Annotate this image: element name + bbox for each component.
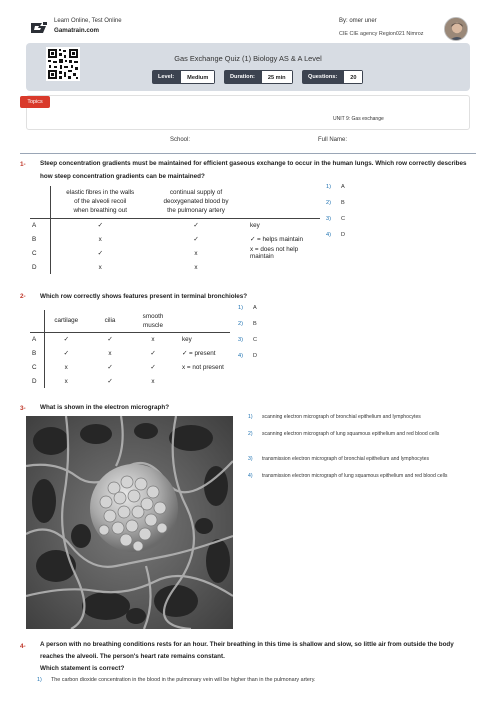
- q4-subtext: Which statement is correct?: [40, 665, 125, 672]
- q1-row: D x x: [30, 260, 320, 274]
- avatar-portrait-icon: [445, 18, 468, 41]
- q2-row: D x ✓ x: [30, 374, 230, 388]
- author-name: By: omer uner: [339, 18, 377, 24]
- questions-label: Questions:: [302, 70, 343, 84]
- micrograph-image: [26, 416, 233, 629]
- topics-tag: Topics: [20, 96, 50, 108]
- level-label: Level:: [152, 70, 180, 84]
- q1-text: Steep concentration gradients must be maintained for efficient gaseous exchange to occur in the human lungs. Which row correctly describes how steep concentration gradients can be maintained?: [40, 160, 467, 180]
- topics-box: [26, 95, 470, 130]
- q2-row: A ✓ ✓ x key: [30, 332, 230, 346]
- duration-label: Duration:: [224, 70, 261, 84]
- brand-tagline: Learn Online, Test Online: [54, 18, 122, 24]
- q1-table: [30, 186, 320, 274]
- q1-col2-header: continual supply of deoxygenated blood by the pulmonary artery: [150, 186, 242, 218]
- q2-col1-header: cartilage: [44, 310, 88, 332]
- q1-row: C ✓ x x = does not help maintain: [32, 246, 299, 260]
- q1-row: A ✓ ✓ key: [30, 218, 320, 232]
- electron-micrograph: [26, 416, 233, 629]
- q2-option-1[interactable]: 1) A: [238, 305, 257, 311]
- level-value: Medium: [180, 70, 215, 84]
- q2-col2-header: cilia: [88, 310, 132, 332]
- q3-option-4[interactable]: 4) transmission electron micrograph of lung squamous epithelium and red blood cells: [248, 473, 448, 479]
- q1-number: 1-: [20, 161, 26, 168]
- brand-site[interactable]: Gamatrain.com: [54, 27, 100, 34]
- q3-option-3[interactable]: 3) transmission electron micrograph of bronchial epithelium and lymphocytes: [248, 456, 430, 462]
- q3-option-2[interactable]: 2) scanning electron micrograph of lung squamous epithelium and red blood cells: [248, 431, 440, 437]
- q2-col3-header: smooth muscle: [132, 310, 174, 332]
- q4-number: 4-: [20, 643, 26, 650]
- level-pill: [152, 70, 215, 84]
- q2-number: 2-: [20, 293, 26, 300]
- fullname-field: Full Name:: [318, 137, 348, 143]
- q4-option-1[interactable]: 1) The carbon dioxide concentration in the blood in the pulmonary vein will be higher than in the pulmonary artery.: [37, 677, 316, 683]
- questions-pill: [302, 70, 363, 84]
- author-board: CIE CIE agency Region021 Nimroz: [339, 31, 424, 37]
- q3-text: What is shown in the electron micrograph?: [40, 404, 170, 411]
- q1-col1-header: elastic fibres in the walls of the alveoli recoil when breathing out: [50, 186, 150, 218]
- q1-option-1[interactable]: 1) A: [326, 184, 345, 190]
- avatar: [444, 17, 468, 41]
- q4-text: [40, 639, 476, 675]
- q2-option-2[interactable]: 2) B: [238, 321, 257, 327]
- q1-row: B x ✓ ✓ = helps maintain: [30, 232, 320, 246]
- quiz-banner: [26, 43, 470, 91]
- qr-code-icon: [46, 47, 80, 81]
- quiz-title: Gas Exchange Quiz (1) Biology AS & A Level: [174, 54, 322, 63]
- q1-option-2[interactable]: 2) B: [326, 200, 345, 206]
- duration-value: 25 min: [261, 70, 293, 84]
- q2-option-3[interactable]: 3) C: [238, 337, 258, 343]
- topic-unit: UNIT 9: Gas exchange: [333, 116, 384, 122]
- q3-option-1[interactable]: 1) scanning electron micrograph of bronchial epithelium and lymphocytes: [248, 414, 421, 420]
- q2-option-4[interactable]: 4) D: [238, 353, 258, 359]
- q2-row: B ✓ x ✓ ✓ = present: [30, 346, 230, 360]
- q1-option-4[interactable]: 4) D: [326, 232, 346, 238]
- duration-pill: [224, 70, 293, 84]
- q2-text: Which row correctly shows features present in terminal bronchioles?: [40, 293, 248, 300]
- header-divider: [20, 153, 476, 154]
- gamatrain-logo-icon: [30, 21, 48, 35]
- q3-number: 3-: [20, 405, 26, 412]
- q2-row: C x ✓ ✓ x = not present: [30, 360, 230, 374]
- q4-stem: A person with no breathing conditions rests for an hour. Their breathing in this time is shallow and slow, so little air from outside the body reaches the alveoli. The person's heart rate remains constant.: [40, 641, 454, 660]
- q1-option-3[interactable]: 3) C: [326, 216, 346, 222]
- school-field: School:: [170, 137, 191, 143]
- questions-value: 20: [343, 70, 363, 84]
- q2-table: [30, 310, 230, 388]
